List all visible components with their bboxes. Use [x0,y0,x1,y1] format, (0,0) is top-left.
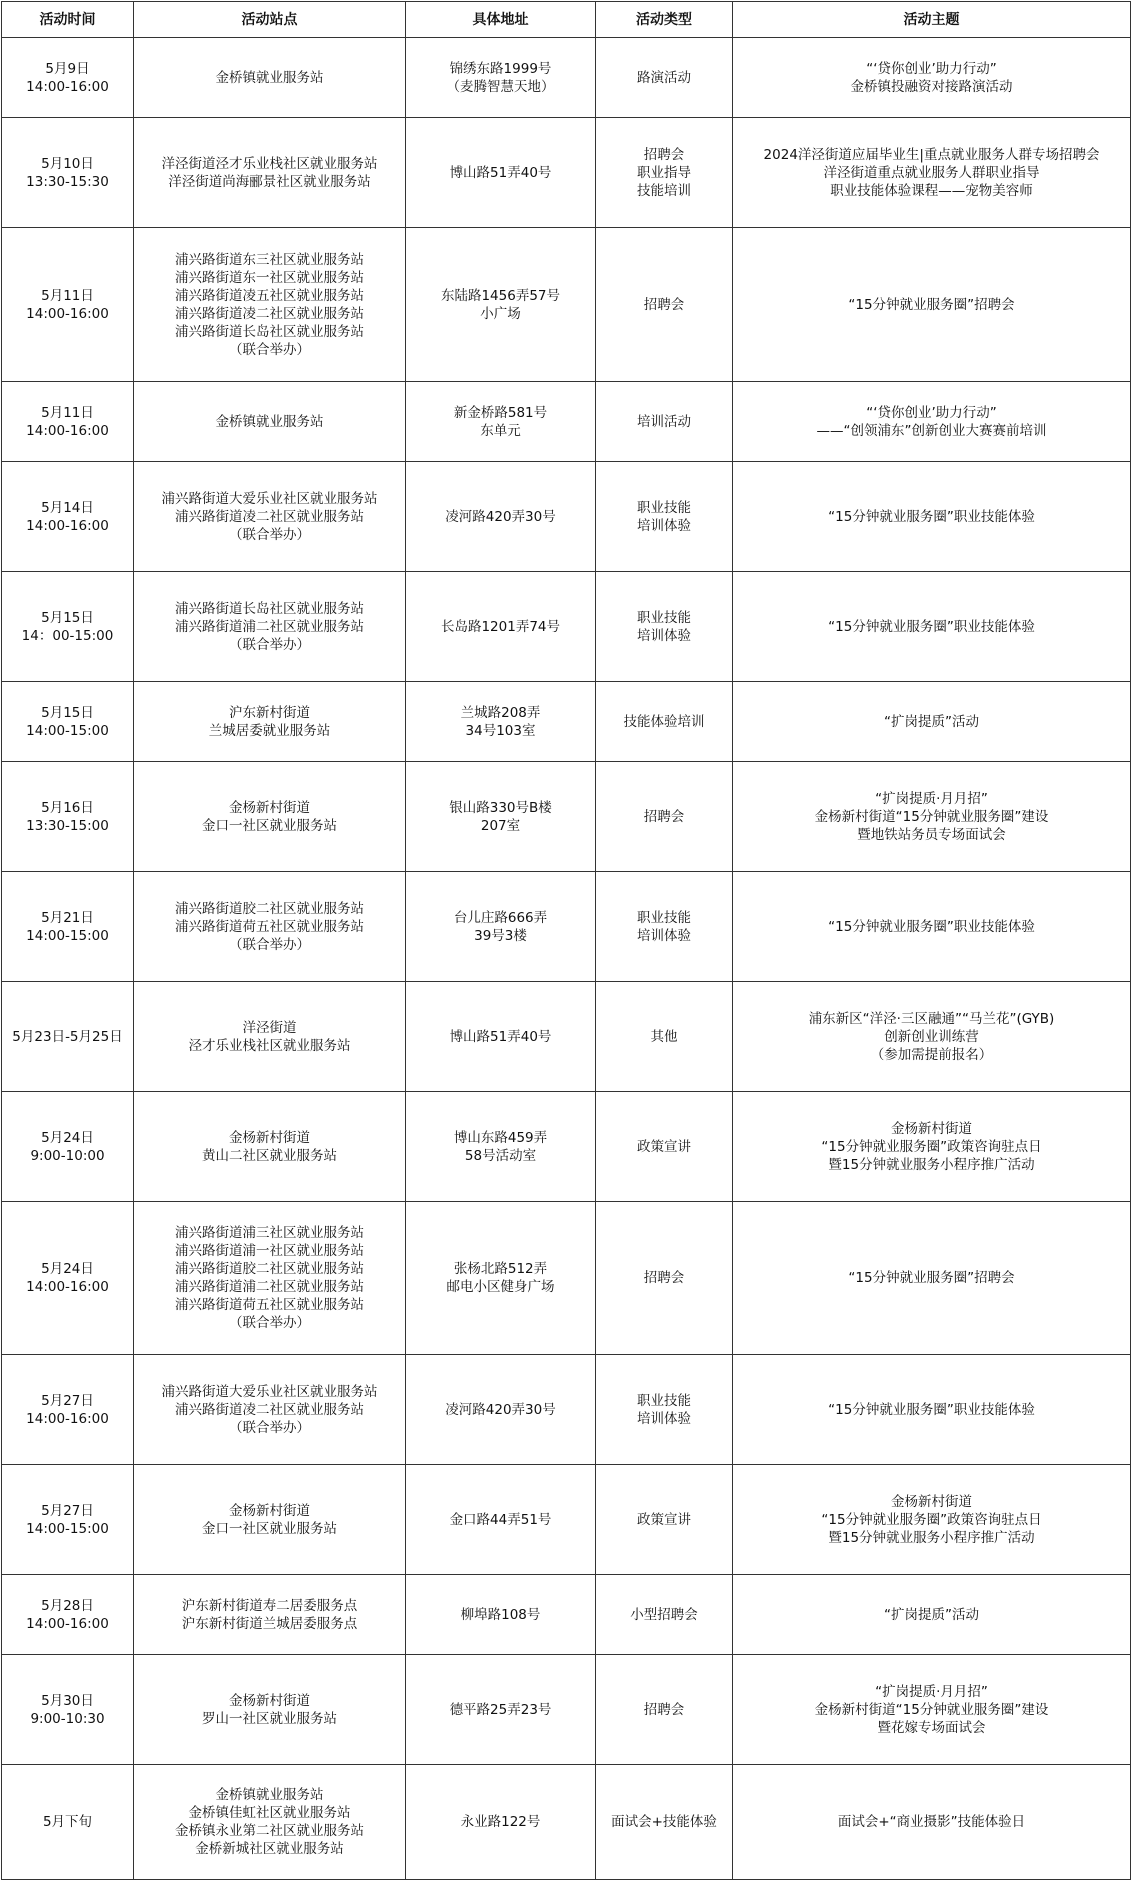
header-row [2,2,1131,38]
table-row [2,1765,1131,1880]
cell-theme: “扩岗提质·月月招” 金杨新村街道“15分钟就业服务圈”建设 暨花嫁专场面试会 [733,1655,1131,1765]
cell-site: 金桥镇就业服务站 金桥镇佳虹社区就业服务站 金桥镇永业第二社区就业服务站 金桥新城社区就业服务站 [134,1765,406,1880]
cell-site: 浦兴路街道东三社区就业服务站 浦兴路街道东一社区就业服务站 浦兴路街道凌五社区就业服务站 浦兴路街道凌二社区就业服务站 浦兴路街道长岛社区就业服务站 （联合举办） [134,228,406,382]
table-row [2,1575,1131,1655]
table-row [2,1202,1131,1355]
cell-time: 5月下旬 [2,1765,134,1880]
cell-site: 金杨新村街道 金口一社区就业服务站 [134,762,406,872]
cell-address: 银山路330号B楼 207室 [406,762,596,872]
cell-site: 洋泾街道 泾才乐业栈社区就业服务站 [134,982,406,1092]
cell-type: 路演活动 [596,38,733,118]
cell-time: 5月10日 13:30-15:30 [2,118,134,228]
header-address: 具体地址 [406,2,596,38]
cell-time: 5月28日 14:00-16:00 [2,1575,134,1655]
cell-site: 浦兴路街道大爱乐业社区就业服务站 浦兴路街道凌二社区就业服务站 （联合举办） [134,1355,406,1465]
cell-time: 5月11日 14:00-16:00 [2,382,134,462]
cell-address: 台儿庄路666弄 39号3楼 [406,872,596,982]
cell-type: 政策宣讲 [596,1465,733,1575]
cell-address: 博山东路459弄 58号活动室 [406,1092,596,1202]
cell-site: 金杨新村街道 罗山一社区就业服务站 [134,1655,406,1765]
table-row [2,228,1131,382]
table-row [2,762,1131,872]
cell-address: 永业路122号 [406,1765,596,1880]
cell-address: 张杨北路512弄 邮电小区健身广场 [406,1202,596,1355]
cell-site: 浦兴路街道胶二社区就业服务站 浦兴路街道荷五社区就业服务站 （联合举办） [134,872,406,982]
cell-time: 5月14日 14:00-16:00 [2,462,134,572]
cell-address: 柳埠路108号 [406,1575,596,1655]
table-row [2,118,1131,228]
cell-type: 技能体验培训 [596,682,733,762]
cell-theme: 浦东新区“洋泾·三区融通”“马兰花”(GYB) 创新创业训练营 （参加需提前报名） [733,982,1131,1092]
cell-theme: 金杨新村街道 “15分钟就业服务圈”政策咨询驻点日 暨15分钟就业服务小程序推广活动 [733,1465,1131,1575]
table-row [2,462,1131,572]
cell-time: 5月9日 14:00-16:00 [2,38,134,118]
cell-theme: “15分钟就业服务圈”职业技能体验 [733,1355,1131,1465]
table-row [2,682,1131,762]
cell-theme: “‘贷你创业’助力行动” 金桥镇投融资对接路演活动 [733,38,1131,118]
cell-type: 职业技能 培训体验 [596,1355,733,1465]
cell-type: 小型招聘会 [596,1575,733,1655]
cell-type: 招聘会 [596,1202,733,1355]
cell-time: 5月16日 13:30-15:00 [2,762,134,872]
cell-time: 5月11日 14:00-16:00 [2,228,134,382]
cell-time: 5月24日 9:00-10:00 [2,1092,134,1202]
cell-type: 面试会+技能体验 [596,1765,733,1880]
cell-type: 其他 [596,982,733,1092]
cell-type: 职业技能 培训体验 [596,572,733,682]
cell-theme: 2024洋泾街道应届毕业生|重点就业服务人群专场招聘会 洋泾街道重点就业服务人群职业指导 职业技能体验课程——宠物美容师 [733,118,1131,228]
cell-theme: “15分钟就业服务圈”招聘会 [733,228,1131,382]
header-time: 活动时间 [2,2,134,38]
header-theme: 活动主题 [733,2,1131,38]
table-row [2,1355,1131,1465]
cell-type: 政策宣讲 [596,1092,733,1202]
activity-schedule-table [1,1,1131,1880]
cell-site: 金杨新村街道 黄山二社区就业服务站 [134,1092,406,1202]
cell-site: 洋泾街道泾才乐业栈社区就业服务站 洋泾街道尚海郦景社区就业服务站 [134,118,406,228]
cell-type: 招聘会 [596,228,733,382]
table-row [2,382,1131,462]
cell-site: 沪东新村街道 兰城居委就业服务站 [134,682,406,762]
cell-theme: “15分钟就业服务圈”招聘会 [733,1202,1131,1355]
cell-address: 德平路25弄23号 [406,1655,596,1765]
cell-time: 5月15日 14：00-15:00 [2,572,134,682]
cell-theme: “扩岗提质”活动 [733,682,1131,762]
cell-time: 5月27日 14:00-15:00 [2,1465,134,1575]
cell-theme: “15分钟就业服务圈”职业技能体验 [733,872,1131,982]
table-row [2,982,1131,1092]
cell-theme: “15分钟就业服务圈”职业技能体验 [733,462,1131,572]
cell-site: 金桥镇就业服务站 [134,38,406,118]
cell-type: 招聘会 [596,1655,733,1765]
cell-address: 锦绣东路1999号 （麦腾智慧天地） [406,38,596,118]
table-row [2,1465,1131,1575]
cell-site: 浦兴路街道长岛社区就业服务站 浦兴路街道浦二社区就业服务站 （联合举办） [134,572,406,682]
table-row [2,1092,1131,1202]
cell-type: 培训活动 [596,382,733,462]
cell-site: 沪东新村街道寿二居委服务点 沪东新村街道兰城居委服务点 [134,1575,406,1655]
cell-address: 兰城路208弄 34号103室 [406,682,596,762]
cell-time: 5月21日 14:00-15:00 [2,872,134,982]
cell-site: 金杨新村街道 金口一社区就业服务站 [134,1465,406,1575]
cell-address: 博山路51弄40号 [406,118,596,228]
table-row [2,1655,1131,1765]
cell-theme: 面试会+“商业摄影”技能体验日 [733,1765,1131,1880]
cell-address: 新金桥路581号 东单元 [406,382,596,462]
cell-time: 5月24日 14:00-16:00 [2,1202,134,1355]
table-row [2,572,1131,682]
cell-address: 博山路51弄40号 [406,982,596,1092]
cell-time: 5月27日 14:00-16:00 [2,1355,134,1465]
cell-address: 东陆路1456弄57号 小广场 [406,228,596,382]
cell-type: 职业技能 培训体验 [596,872,733,982]
table-row [2,872,1131,982]
cell-address: 凌河路420弄30号 [406,462,596,572]
cell-time: 5月30日 9:00-10:30 [2,1655,134,1765]
cell-type: 招聘会 [596,762,733,872]
header-type: 活动类型 [596,2,733,38]
table-row [2,38,1131,118]
cell-site: 浦兴路街道浦三社区就业服务站 浦兴路街道浦一社区就业服务站 浦兴路街道胶二社区就业服务站 浦兴路街道浦二社区就业服务站 浦兴路街道荷五社区就业服务站 （联合举办） [134,1202,406,1355]
cell-theme: “15分钟就业服务圈”职业技能体验 [733,572,1131,682]
cell-address: 凌河路420弄30号 [406,1355,596,1465]
cell-type: 招聘会 职业指导 技能培训 [596,118,733,228]
cell-theme: “扩岗提质·月月招” 金杨新村街道“15分钟就业服务圈”建设 暨地铁站务员专场面试会 [733,762,1131,872]
cell-type: 职业技能 培训体验 [596,462,733,572]
cell-theme: “扩岗提质”活动 [733,1575,1131,1655]
cell-address: 金口路44弄51号 [406,1465,596,1575]
cell-site: 金桥镇就业服务站 [134,382,406,462]
cell-site: 浦兴路街道大爱乐业社区就业服务站 浦兴路街道凌二社区就业服务站 （联合举办） [134,462,406,572]
header-site: 活动站点 [134,2,406,38]
cell-time: 5月23日-5月25日 [2,982,134,1092]
cell-theme: 金杨新村街道 “15分钟就业服务圈”政策咨询驻点日 暨15分钟就业服务小程序推广活动 [733,1092,1131,1202]
cell-time: 5月15日 14:00-15:00 [2,682,134,762]
cell-theme: “‘贷你创业’助力行动” ——“创领浦东”创新创业大赛赛前培训 [733,382,1131,462]
cell-address: 长岛路1201弄74号 [406,572,596,682]
